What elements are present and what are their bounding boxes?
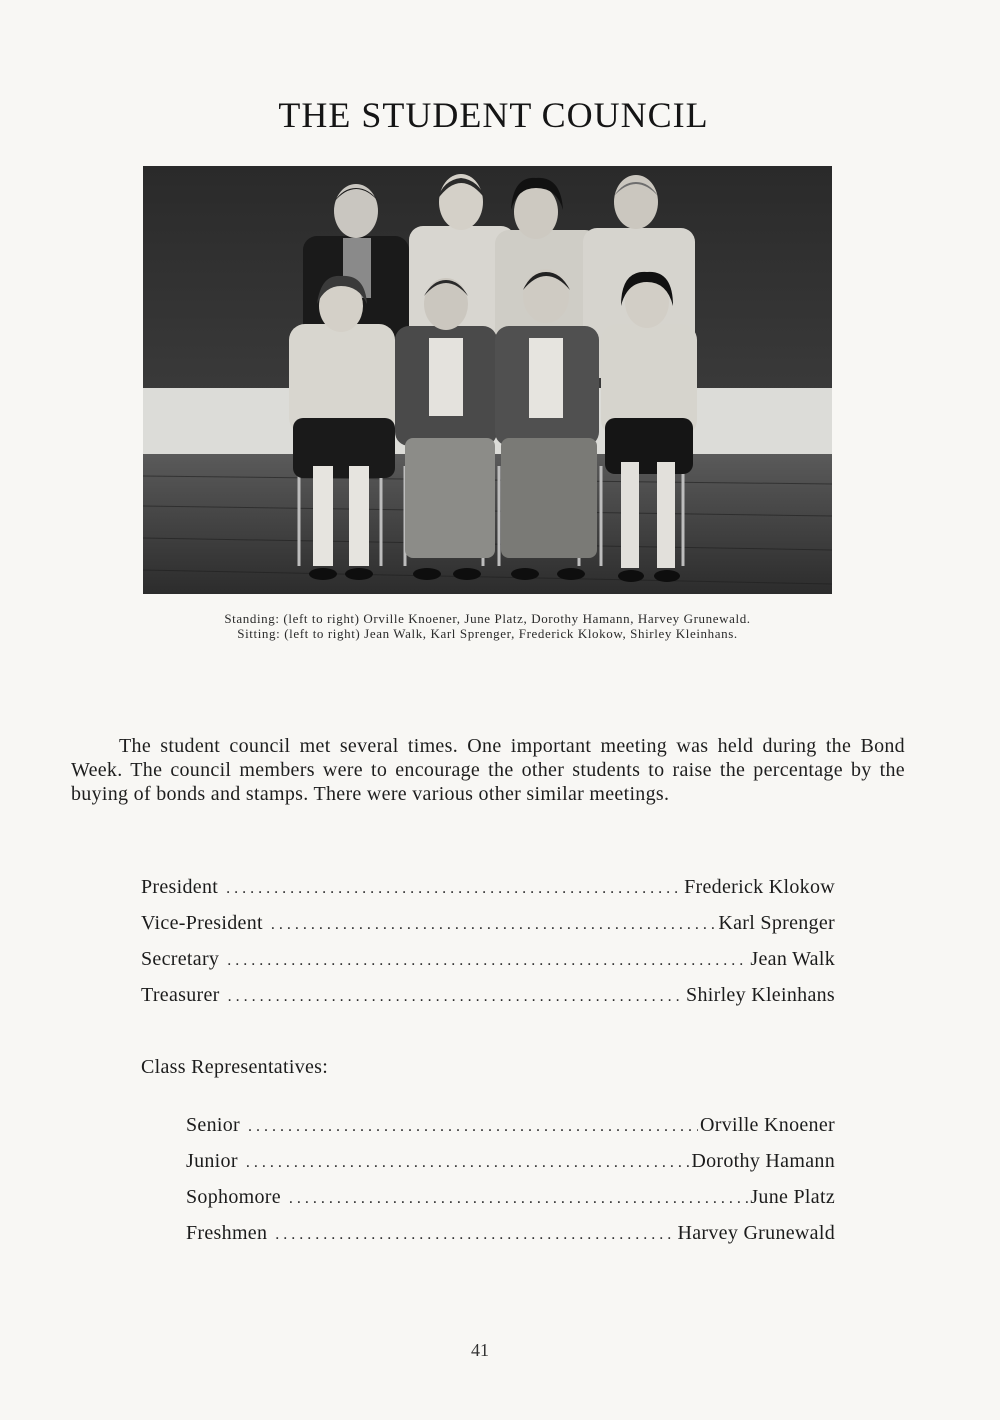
class-name: Sophomore <box>186 1186 281 1208</box>
representative-name: Dorothy Hamann <box>691 1150 835 1172</box>
representative-name: Harvey Grunewald <box>677 1222 835 1244</box>
officer-name: Frederick Klokow <box>684 876 835 898</box>
class-representatives-list <box>186 1114 835 1258</box>
leader-dots <box>275 1226 675 1244</box>
officer-row <box>141 876 835 912</box>
officer-role: President <box>141 876 219 898</box>
caption-sitting: Sitting: (left to right) Jean Walk, Karl Sprenger, Frederick Klokow, Shirley Kleinhans. <box>237 626 738 641</box>
officer-role: Vice-President <box>141 912 263 934</box>
officer-role: Treasurer <box>141 984 220 1006</box>
leader-dots <box>271 916 717 934</box>
representative-name: June Platz <box>750 1186 835 1208</box>
council-description: The student council met several times. One important meeting was held during the Bond Week. The council members were to encourage the other students to raise the percentage by the buying of bonds and stamps. There were various other similar meetings. <box>71 735 905 805</box>
leader-dots <box>248 1118 698 1136</box>
officer-row <box>141 948 835 984</box>
leader-dots <box>289 1190 748 1208</box>
officer-name: Jean Walk <box>750 948 835 970</box>
officer-row <box>141 984 835 1020</box>
class-name: Freshmen <box>186 1222 268 1244</box>
leader-dots <box>228 988 684 1006</box>
representative-row <box>186 1186 835 1222</box>
representative-row <box>186 1114 835 1150</box>
officer-name: Karl Sprenger <box>718 912 835 934</box>
class-name: Senior <box>186 1114 241 1136</box>
group-photo-image <box>143 166 832 594</box>
leader-dots <box>226 880 682 898</box>
officer-name: Shirley Kleinhans <box>686 984 835 1006</box>
officer-role: Secretary <box>141 948 220 970</box>
page-number: 41 <box>471 1340 489 1360</box>
leader-dots <box>246 1154 690 1172</box>
photo-caption <box>143 611 832 641</box>
page-title: THE STUDENT COUNCIL <box>278 95 709 135</box>
class-name: Junior <box>186 1150 238 1172</box>
representative-row <box>186 1222 835 1258</box>
representative-name: Orville Knoener <box>699 1114 835 1136</box>
leader-dots <box>227 952 748 970</box>
group-photo <box>143 166 832 594</box>
representative-row <box>186 1150 835 1186</box>
officers-list <box>141 876 835 1020</box>
caption-standing: Standing: (left to right) Orville Knoener, June Platz, Dorothy Hamann, Harvey Grunewald. <box>224 611 751 626</box>
officer-row <box>141 912 835 948</box>
class-representatives-heading: Class Representatives: <box>141 1056 329 1078</box>
